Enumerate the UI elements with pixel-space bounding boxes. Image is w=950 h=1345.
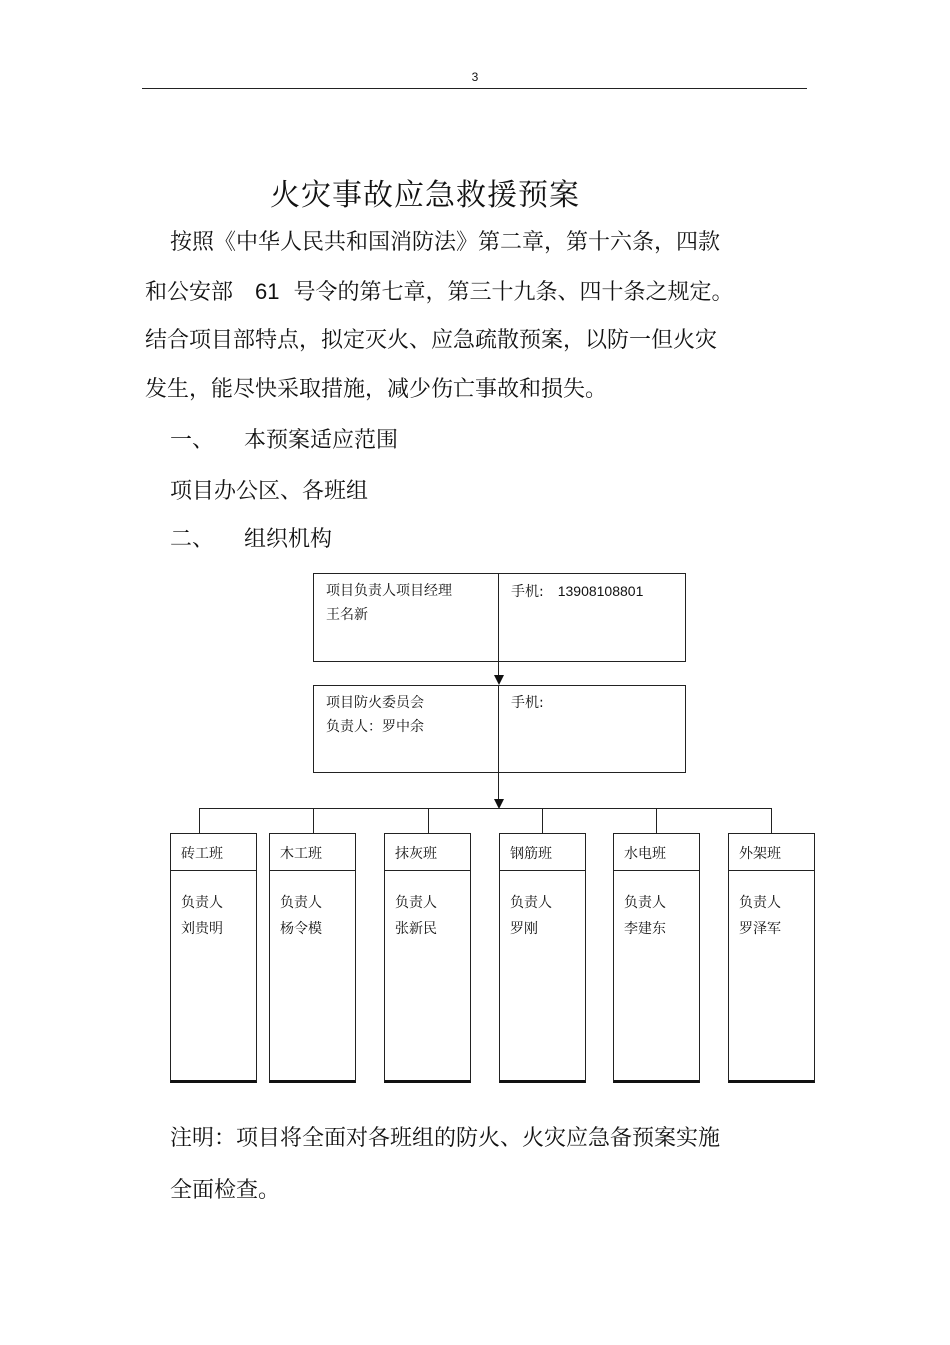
team-leader-name: 杨令模 — [280, 921, 322, 937]
arrow-down-icon — [494, 675, 504, 685]
decree-number: 61 — [255, 279, 280, 304]
team-box — [499, 833, 586, 1083]
intro-line-1: 按照《中华人民共和国消防法》第二章，第十六条，四款 — [170, 230, 721, 255]
team-name: 木工班 — [280, 846, 322, 862]
team-leader-name: 张新民 — [395, 921, 437, 937]
document-title: 火灾事故应急救援预案 — [270, 178, 580, 213]
project-manager-name: 王名新 — [326, 607, 368, 623]
team-name: 砖工班 — [181, 846, 223, 862]
phone-label: 手机: — [511, 584, 544, 600]
connector-committee-to-teams — [498, 685, 499, 799]
team-branch-drop — [542, 808, 543, 833]
team-leader-label: 负责人 — [624, 895, 666, 911]
phone-number: 13908108801 — [557, 583, 644, 599]
team-divider — [500, 870, 585, 871]
note-line-1: 注明：项目将全面对各班组的防火、火灾应急备预案实施 — [170, 1126, 721, 1151]
project-manager-phone — [511, 579, 643, 604]
intro-line-2 — [145, 277, 734, 308]
fire-committee-title: 项目防火委员会 — [326, 695, 424, 711]
section-1-title: 本预案适应范围 — [244, 428, 399, 453]
team-leader-name: 刘贵明 — [181, 921, 223, 937]
team-box — [613, 833, 700, 1083]
team-box — [384, 833, 471, 1083]
note-line-2: 全面检查。 — [170, 1178, 281, 1203]
team-divider — [270, 870, 355, 871]
team-branch-drop — [313, 808, 314, 833]
section-1-heading — [170, 426, 398, 456]
team-leader-name: 罗刚 — [510, 921, 538, 937]
team-box — [269, 833, 356, 1083]
team-name: 水电班 — [624, 846, 666, 862]
team-leader-label: 负责人 — [739, 895, 781, 911]
section-2-heading — [170, 525, 332, 555]
header-rule — [142, 88, 807, 89]
team-branch-drop — [771, 808, 772, 833]
section-1-marker: 一、 — [170, 428, 215, 453]
section-2-title: 组织机构 — [244, 527, 333, 552]
section-2-marker: 二、 — [170, 527, 215, 552]
team-name: 钢筋班 — [510, 846, 552, 862]
team-branch-line — [199, 808, 771, 809]
project-manager-line-1: 项目负责人项目经理 — [326, 583, 452, 599]
team-branch-drop — [656, 808, 657, 833]
team-divider — [385, 870, 470, 871]
team-box — [170, 833, 257, 1083]
team-leader-name: 罗泽军 — [739, 921, 781, 937]
team-divider — [171, 870, 256, 871]
intro-line-4: 发生，能尽快采取措施，减少伤亡事故和损失。 — [145, 377, 608, 402]
intro-line-3: 结合项目部特点，拟定灭火、应急疏散预案，以防一但火灾 — [145, 328, 718, 353]
page-number: 3 — [471, 70, 479, 84]
connector-manager-to-committee — [498, 573, 499, 676]
fire-committee-phone: 手机: — [511, 695, 544, 711]
team-leader-label: 负责人 — [395, 895, 437, 911]
team-leader-label: 负责人 — [510, 895, 552, 911]
team-name: 抹灰班 — [395, 846, 437, 862]
team-branch-drop — [428, 808, 429, 833]
section-1-body: 项目办公区、各班组 — [170, 479, 369, 504]
team-branch-drop — [199, 808, 200, 833]
team-leader-label: 负责人 — [280, 895, 322, 911]
fire-committee-leader: 负责人：罗中余 — [326, 719, 424, 735]
team-leader-name: 李建东 — [624, 921, 666, 937]
intro-line-2-start: 和公安部 — [145, 280, 234, 305]
team-divider — [614, 870, 699, 871]
intro-line-2-end: 号令的第七章，第三十九条、四十条之规定。 — [293, 280, 734, 305]
team-divider — [729, 870, 814, 871]
team-name: 外架班 — [739, 846, 781, 862]
team-leader-label: 负责人 — [181, 895, 223, 911]
team-box — [728, 833, 815, 1083]
